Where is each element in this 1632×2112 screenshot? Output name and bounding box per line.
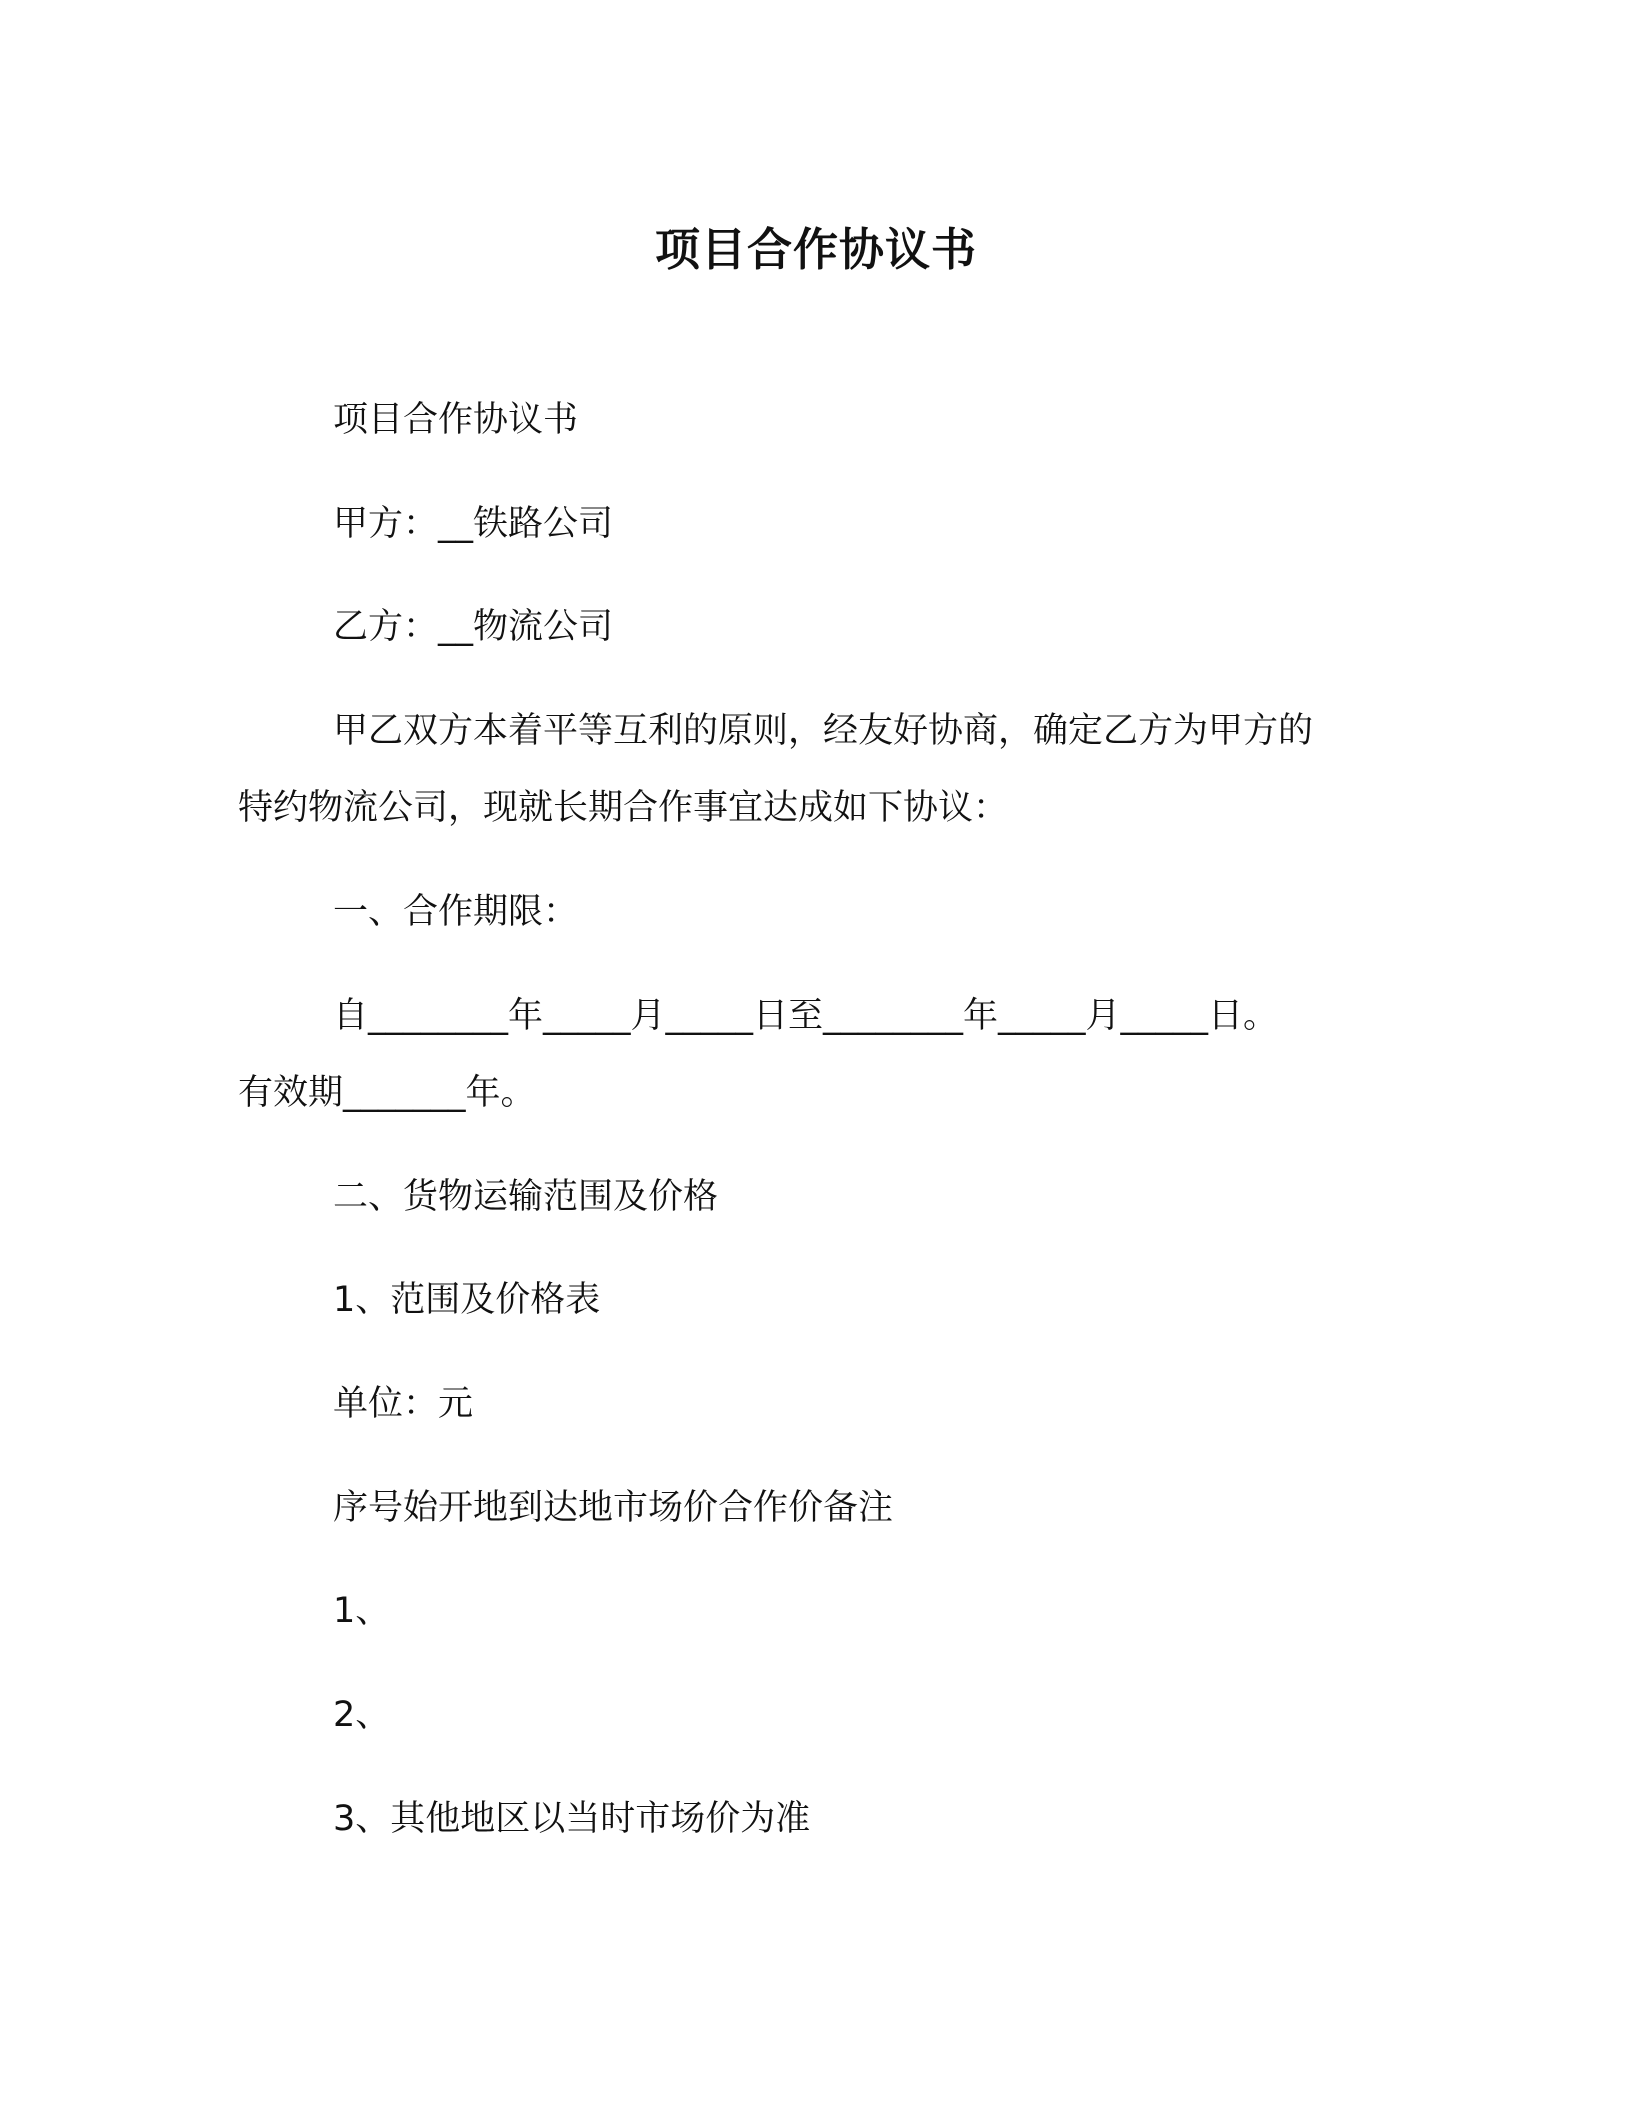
party-a-line: 甲方：__铁路公司: [333, 504, 614, 544]
section-1-heading: 一、合作期限：: [333, 892, 579, 932]
subtitle-line: 项目合作协议书: [333, 400, 579, 440]
intro-paragraph-line-2: 特约物流公司，现就长期合作事宜达成如下协议：: [238, 788, 1009, 828]
document-title: 项目合作协议书: [654, 223, 977, 276]
unit-line: 单位：元: [333, 1384, 474, 1424]
table-header-line: 序号始开地到达地市场价合作价备注: [333, 1488, 894, 1528]
intro-paragraph-line-1: 甲乙双方本着平等互利的原则，经友好协商，确定乙方为甲方的: [333, 711, 1314, 751]
term-dates-line: 自________年_____月_____日至________年_____月_____日。: [333, 996, 1279, 1036]
table-row-3: 3、其他地区以当时市场价为准: [333, 1799, 811, 1839]
validity-line: 有效期_______年。: [238, 1073, 536, 1113]
table-row-1: 1、: [333, 1591, 391, 1631]
table-row-2: 2、: [333, 1695, 391, 1735]
party-b-line: 乙方：__物流公司: [333, 607, 614, 647]
section-2-heading: 二、货物运输范围及价格: [333, 1177, 719, 1217]
scope-price-table-heading: 1、范围及价格表: [333, 1280, 601, 1320]
